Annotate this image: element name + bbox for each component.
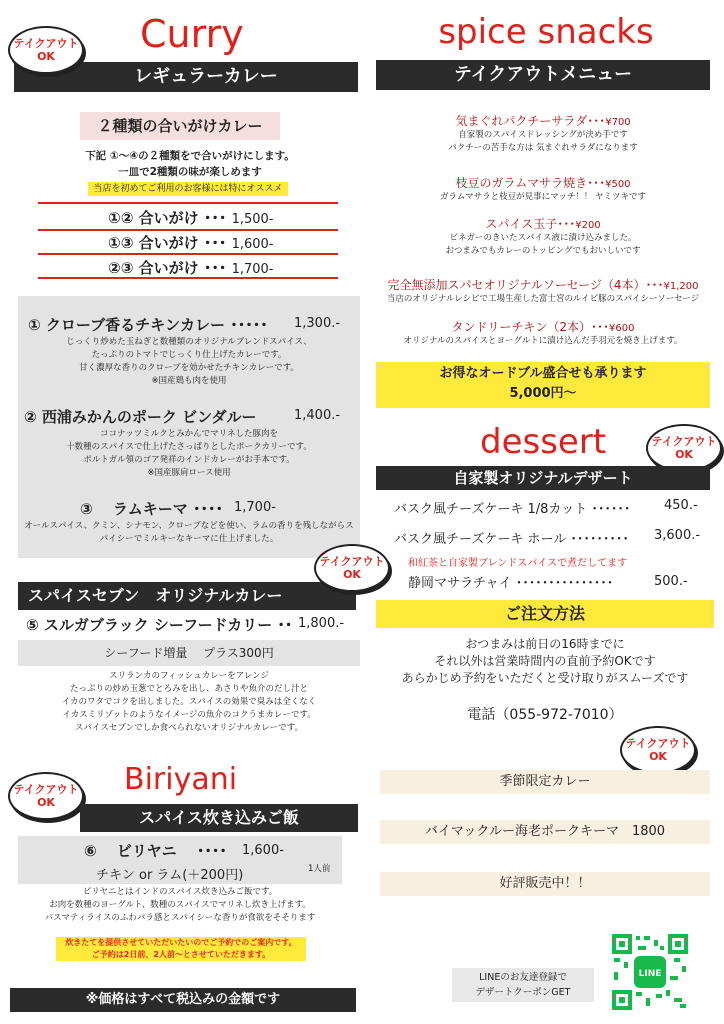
curry-item-1-desc [18,336,360,388]
desc-line: オールスパイス、クミン、シナモン、クローブなどを使い、ラムの香りを残しながらス [24,521,354,531]
order-info [376,636,714,687]
desc-line: ※国産鶏も肉を使用 [151,376,227,386]
desc-line: ココナッツミルクとみかんでマリネした豚肉を [100,429,278,439]
biriyani-note [56,937,306,961]
aigake-label: ①② 合いがけ ･･･ [108,209,232,227]
takeout-bubble-4 [646,424,722,472]
promo-line: LINEのお友達登録で [479,972,567,983]
note-line: ご予約は2日前、2人前～とさせていただきます。 [91,950,271,959]
chai-item [408,572,613,591]
desc-line: パクチーの苦手な方は 気まぐれサラダになります [448,143,638,153]
desc-line: 自家製のスパイスドレッシングが決め手です [458,130,628,140]
chai-price: 500.- [654,574,688,589]
dessert-item-1 [394,498,630,517]
biriyani-name [84,840,227,861]
desc-line: 十数種のスパイスで仕上げたさっぱりとしたポークカリーです。 [66,442,312,452]
aigake-title: ２種類の合いがけカレー [80,112,280,140]
takeout-menu-label: テイクアウトメニュー [453,64,633,85]
spice-seven-label: スパイスセブン オリジナルカレー [28,586,283,605]
phone-number[interactable]: 電話（055-972-7010） [467,707,623,723]
order-bar: ご注文方法 [376,600,714,628]
speech-bubble-icon: テイクアウト OK [651,435,717,461]
popular-label: 好評販売中！！ [380,872,710,896]
desc-line: イカスミリゾットのようなイメージの魚介のコクうまカレーです。 [62,710,316,720]
order-line: おつまみは前日の16時までに [465,637,625,651]
snacks-title: spice snacks [438,12,654,52]
dessert-item-2 [394,528,629,547]
snack-item-5 [376,318,710,348]
desc-line: イカのワタでコクを出しました。スパイスの効果で臭みは全くなく [61,697,317,707]
divider [38,253,338,255]
curry-item-1-price: 1,300.- [294,316,341,331]
qr-code-icon[interactable] [610,932,690,1012]
biriyani-title: Biriyani [124,762,238,797]
seafood-label: ⑤ スルガブラック シーフードカリー ･･ [26,616,293,634]
desc-line: オリジナルのスパイスとヨーグルトに漬け込んだ手羽元を焼き上げます。 [403,336,683,346]
chai-name: 静岡マサラチャイ ･･･････････････ [408,576,614,591]
desc-line: ビリヤニとはインドのスパイス炊き込みご飯です。 [82,887,278,897]
snack-name: 完全無添加スパセオリジナルソーセージ（4本）･･･ [387,278,664,292]
snack-price: ¥500 [605,179,631,190]
aigake-desc-2: 一皿で2種類の味が楽しめます [118,166,262,178]
desc-line: ビネガーのきいたスパイス液に漬け込みました。 [449,233,637,243]
takeout-bubble-1 [8,26,84,74]
aigake-price: 1,500- [231,212,274,227]
biriyani-bar [80,804,358,832]
tax-note-label: ※価格はすべて税込みの金額です [85,992,281,1007]
snack-price: ¥200 [575,220,601,231]
desc-line: スリランカのフィッシュカレーをアレンジ [109,671,269,681]
dessert-bar [376,466,710,490]
desc-line: たっぷりの炒め玉葱でとろみを出し、あさりや魚介のだし汁と [69,684,308,694]
aigake-item-3 [108,257,274,278]
curry-name: ① クローブ香るチキンカレー ･････ [28,316,268,334]
aigake-label: ②③ 合いがけ ･･･ [108,259,232,277]
takeout-menu-bar [376,60,710,90]
line-promo [452,968,594,1002]
platter-line: お得なオードブル盛合せも承ります [439,366,647,381]
biriyani-option: チキン or ラム(＋200円) [96,868,244,883]
platter-panel [376,362,710,408]
desc-line: たっぷりのトマトでじっくり仕上げたカレーです。 [91,350,287,360]
curry-item-1-name [28,314,268,335]
snack-item-2 [376,174,710,204]
regular-curry-label: レギュラーカレー [134,66,278,87]
curry-item-2-price: 1,400.- [294,408,341,423]
dessert-price-1: 450.- [664,498,698,513]
tax-note-bar [10,988,356,1012]
aigake-price: 1,600- [231,237,274,252]
snack-price: ¥700 [605,117,631,128]
dessert-title: dessert [480,422,607,462]
dessert-price-2: 3,600.- [654,528,701,543]
desc-line: 当店のオリジナルレシピで工場生産した富士宮のルイビ豚のスパイシーソーセージ [386,294,700,304]
dessert-bar-label: 自家製オリジナルデザート [453,469,633,487]
order-line: あらかじめ予約をいただくと受け取りがスムーズです [401,671,689,685]
biriyani-bar-label: スパイス炊き込みご飯 [139,808,299,827]
line-logo-text: LINE [638,969,662,979]
curry-name: ② 西浦みかんのポーク ビンダルー [24,408,257,426]
aigake-desc-1: 下記 ①～④の２種類をで合いがけにします。 [85,150,295,162]
desc-line: 甘く濃厚な香りのクローブを効かせたチキンカレーです。 [79,363,299,373]
snack-name: スパイス玉子･･･ [485,217,576,231]
aigake-item-1 [108,207,274,228]
curry-item-3-desc [18,520,360,546]
divider [38,202,338,204]
seasonal-label: 季節限定カレー [380,770,710,794]
takeout-bubble-2 [314,544,390,592]
biriyani-price: 1,600- [242,843,284,858]
snack-price: ¥1,200 [663,281,699,292]
speech-bubble-icon: テイクアウト OK [13,783,79,809]
takeout-bubble-5 [620,726,696,774]
order-line: それ以外は営業時間内の直前予約OKです [434,654,656,668]
desc-line: ポルトガル領のゴア発祥のインドカレーがお手本です。 [83,455,295,465]
desc-line: ガラムマサラと枝豆が見事にマッチ！！ ヤミツキです [439,192,647,202]
note-line: 炊きたてを提供させていただいたいのでご予約でのご案内です。 [65,938,297,947]
spice-seven-bar [18,582,356,610]
seafood-desc [18,670,360,735]
aigake-label: ①③ 合いがけ ･･･ [108,234,232,252]
curry-title: Curry [140,12,244,56]
seafood-extra: シーフード増量 プラス300円 [18,640,360,666]
desc-line: スパイスセブンでしか食べられないオリジナルカレーです。 [75,723,303,733]
biriyani-label: ⑥ ビリヤニ ････ [84,842,227,860]
aigake-price: 1,700- [231,262,274,277]
speech-bubble-icon: テイクアウト OK [13,37,79,63]
biriyani-desc [18,886,342,925]
aigake-item-2 [108,232,274,253]
biriyani-unit: 1人前 [308,864,331,874]
snack-price: ¥600 [609,323,635,334]
snack-item-3 [376,215,710,258]
desc-line: ※国産豚肩ロース使用 [147,468,231,478]
curry-item-2-desc [18,428,360,480]
snack-name: タンドリーチキン（2本）･･･ [451,320,610,334]
snack-name: 枝豆のガラムマサラ焼き･･･ [455,176,606,190]
curry-item-3-price: 1,700- [234,500,276,515]
curry-item-2-name [24,406,257,427]
snack-item-1 [376,112,710,155]
snack-item-4 [376,276,710,306]
desc-line: バスマティライスのふわパラ感とスパイシーな香りが食欲をそそります [44,913,316,923]
curry-item-3-name [80,498,223,519]
desc-line: お肉を数種のヨーグルト、数種のスパイスでマリネし炊き上げます。 [49,900,311,910]
speech-bubble-icon: テイクアウト OK [625,737,691,763]
seafood-name [26,614,292,635]
desc-line: パイシーでミルキーなキーマに仕上げました。 [99,534,279,544]
platter-price: 5,000円～ [509,386,577,401]
divider [38,277,338,279]
dessert-name: バスク風チーズケーキ 1/8カット ･･････ [394,502,631,517]
promo-line: デザートクーポンGET [475,987,571,998]
curry-name: ③ ラムキーマ ････ [80,500,223,518]
dessert-name: バスク風チーズケーキ ホール ･････････ [394,532,629,547]
speech-bubble-icon: テイクアウト OK [319,555,385,581]
first-visit-note: 当店を初めてご利用のお客様には特にオススメ [88,182,288,196]
seafood-price: 1,800.- [298,616,345,631]
desc-line: じっくり炒めた玉ねぎと数種類のオリジナルブレンドスパイス、 [66,337,312,347]
divider [38,229,338,231]
snack-name: 気まぐれパクチーサラダ･･･ [455,114,606,128]
takeout-bubble-3 [8,772,84,820]
desc-line: おつまみでもカレーのトッピングでもおいしいです [445,246,641,256]
seasonal-item: バイマックルー海老ポークキーマ 1800 [380,820,710,844]
chai-note: 和紅茶と自家製ブレンドスパイスで煮だしてます [408,558,628,569]
